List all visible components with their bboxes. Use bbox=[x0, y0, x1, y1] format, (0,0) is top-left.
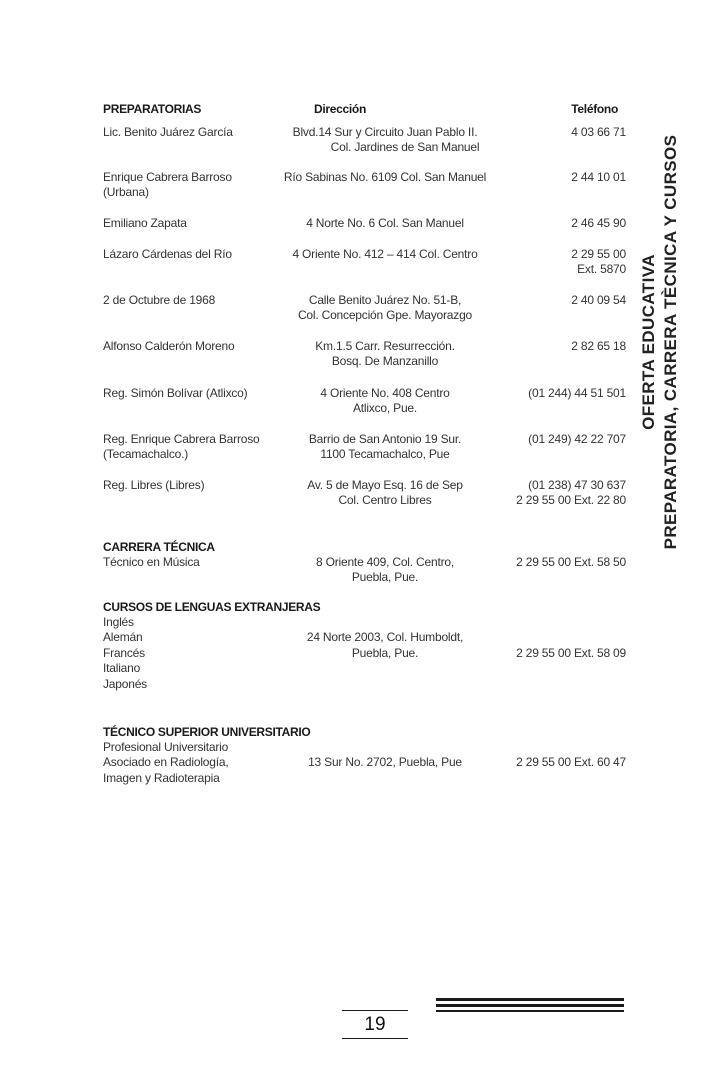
page-number: 19 bbox=[364, 1014, 386, 1035]
language-item: Inglés bbox=[103, 615, 134, 629]
footer-rule bbox=[436, 998, 624, 1001]
language-item: Francés bbox=[103, 646, 145, 660]
sidebar-title-line2: PREPARATORIA, CARRERA TÈCNICA Y CURSOS bbox=[661, 134, 680, 550]
footer-rule bbox=[436, 1010, 624, 1012]
tsu-line: Asociado en Radiología, bbox=[103, 755, 229, 769]
school-address: Calle Benito Juárez No. 51-B, bbox=[308, 293, 462, 307]
school-address: 4 Norte No. 6 Col. San Manuel bbox=[306, 216, 464, 230]
language-item: Alemán bbox=[103, 630, 143, 644]
header-telefono: Teléfono bbox=[571, 102, 618, 116]
header-preparatorias: PREPARATORIAS bbox=[103, 102, 202, 116]
school-phone: 4 03 66 71 bbox=[571, 125, 626, 139]
language-item: Italiano bbox=[103, 661, 141, 675]
section-title-carrera: CARRERA TÉCNICA bbox=[103, 540, 215, 554]
school-phone: (01 249) 42 22 707 bbox=[528, 432, 626, 446]
school-address: 4 Oriente No. 412 – 414 Col. Centro bbox=[292, 247, 478, 261]
cursos-address: Puebla, Pue. bbox=[351, 646, 419, 660]
school-name: Alfonso Calderón Moreno bbox=[103, 339, 235, 353]
school-name-sub: (Urbana) bbox=[103, 185, 149, 199]
school-address: Blvd.14 Sur y Circuito Juan Pablo II. bbox=[292, 125, 478, 139]
school-name: 2 de Octubre de 1968 bbox=[103, 293, 216, 307]
school-address: Col. Concepción Gpe. Mayorazgo bbox=[297, 308, 473, 322]
school-name: Lic. Benito Juárez García bbox=[103, 125, 233, 139]
school-address: Atlixco, Pue. bbox=[352, 401, 418, 415]
school-phone: 2 46 45 90 bbox=[571, 216, 626, 230]
tsu-line: Imagen y Radioterapia bbox=[103, 771, 220, 785]
school-address: Col. Centro Libres bbox=[338, 493, 432, 507]
page-number-box bbox=[342, 1012, 408, 1038]
school-address: Km.1.5 Carr. Resurrección. bbox=[315, 339, 455, 353]
school-phone: 2 40 09 54 bbox=[571, 293, 626, 307]
school-phone: 2 82 65 18 bbox=[571, 339, 626, 353]
footer-rule bbox=[436, 1004, 624, 1007]
tsu-line: Profesional Universitario bbox=[103, 740, 229, 754]
school-name: Lázaro Cárdenas del Río bbox=[103, 247, 232, 261]
header-direccion: Dirección bbox=[314, 102, 366, 116]
school-phone-ext: Ext. 5870 bbox=[577, 262, 626, 276]
school-phone: (01 238) 47 30 637 bbox=[528, 478, 626, 492]
school-name: Emiliano Zapata bbox=[103, 216, 187, 230]
school-address: Bosq. De Manzanillo bbox=[331, 354, 439, 368]
sidebar-title-line1: OFERTA EDUCATIVA bbox=[639, 254, 658, 430]
cursos-address: 24 Norte 2003, Col. Humboldt, bbox=[306, 630, 464, 644]
school-address: 4 Oriente No. 408 Centro bbox=[320, 386, 450, 400]
school-name-sub: (Tecamachalco.) bbox=[103, 447, 189, 461]
school-phone: (01 244) 44 51 501 bbox=[528, 386, 626, 400]
school-name: Enrique Cabrera Barroso bbox=[103, 170, 232, 184]
school-address: Río Sabinas No. 6109 Col. San Manuel bbox=[283, 170, 487, 184]
school-phone: 2 29 55 00 bbox=[571, 247, 626, 261]
carrera-address: 8 Oriente 409, Col. Centro, bbox=[315, 555, 454, 569]
carrera-name: Técnico en Música bbox=[103, 555, 200, 569]
school-address: Av. 5 de Mayo Esq. 16 de Sep bbox=[307, 478, 463, 492]
sidebar-vertical-title bbox=[630, 112, 690, 572]
school-name: Reg. Libres (Libres) bbox=[103, 478, 205, 492]
page-number-rule bbox=[342, 1038, 408, 1039]
tsu-address: 13 Sur No. 2702, Puebla, Pue bbox=[308, 755, 462, 769]
school-phone: 2 44 10 01 bbox=[571, 170, 626, 184]
school-address: Barrio de San Antonio 19 Sur. bbox=[308, 432, 462, 446]
school-address: 1100 Tecamachalco, Pue bbox=[320, 447, 450, 461]
section-title-cursos: CURSOS DE LENGUAS EXTRANJERAS bbox=[103, 600, 321, 614]
carrera-phone: 2 29 55 00 Ext. 58 50 bbox=[516, 555, 626, 569]
school-address: Col. Jardines de San Manuel bbox=[330, 140, 480, 154]
page-number-rule bbox=[342, 1010, 408, 1011]
section-title-tsu: TÉCNICO SUPERIOR UNIVERSITARIO bbox=[103, 725, 311, 739]
school-name: Reg. Enrique Cabrera Barroso bbox=[103, 432, 260, 446]
school-name: Reg. Simón Bolívar (Atlixco) bbox=[103, 386, 248, 400]
tsu-phone: 2 29 55 00 Ext. 60 47 bbox=[516, 755, 626, 769]
school-phone: 2 29 55 00 Ext. 22 80 bbox=[516, 493, 626, 507]
carrera-address: Puebla, Pue. bbox=[351, 570, 419, 584]
language-item: Japonés bbox=[103, 677, 147, 691]
cursos-phone: 2 29 55 00 Ext. 58 09 bbox=[516, 646, 626, 660]
